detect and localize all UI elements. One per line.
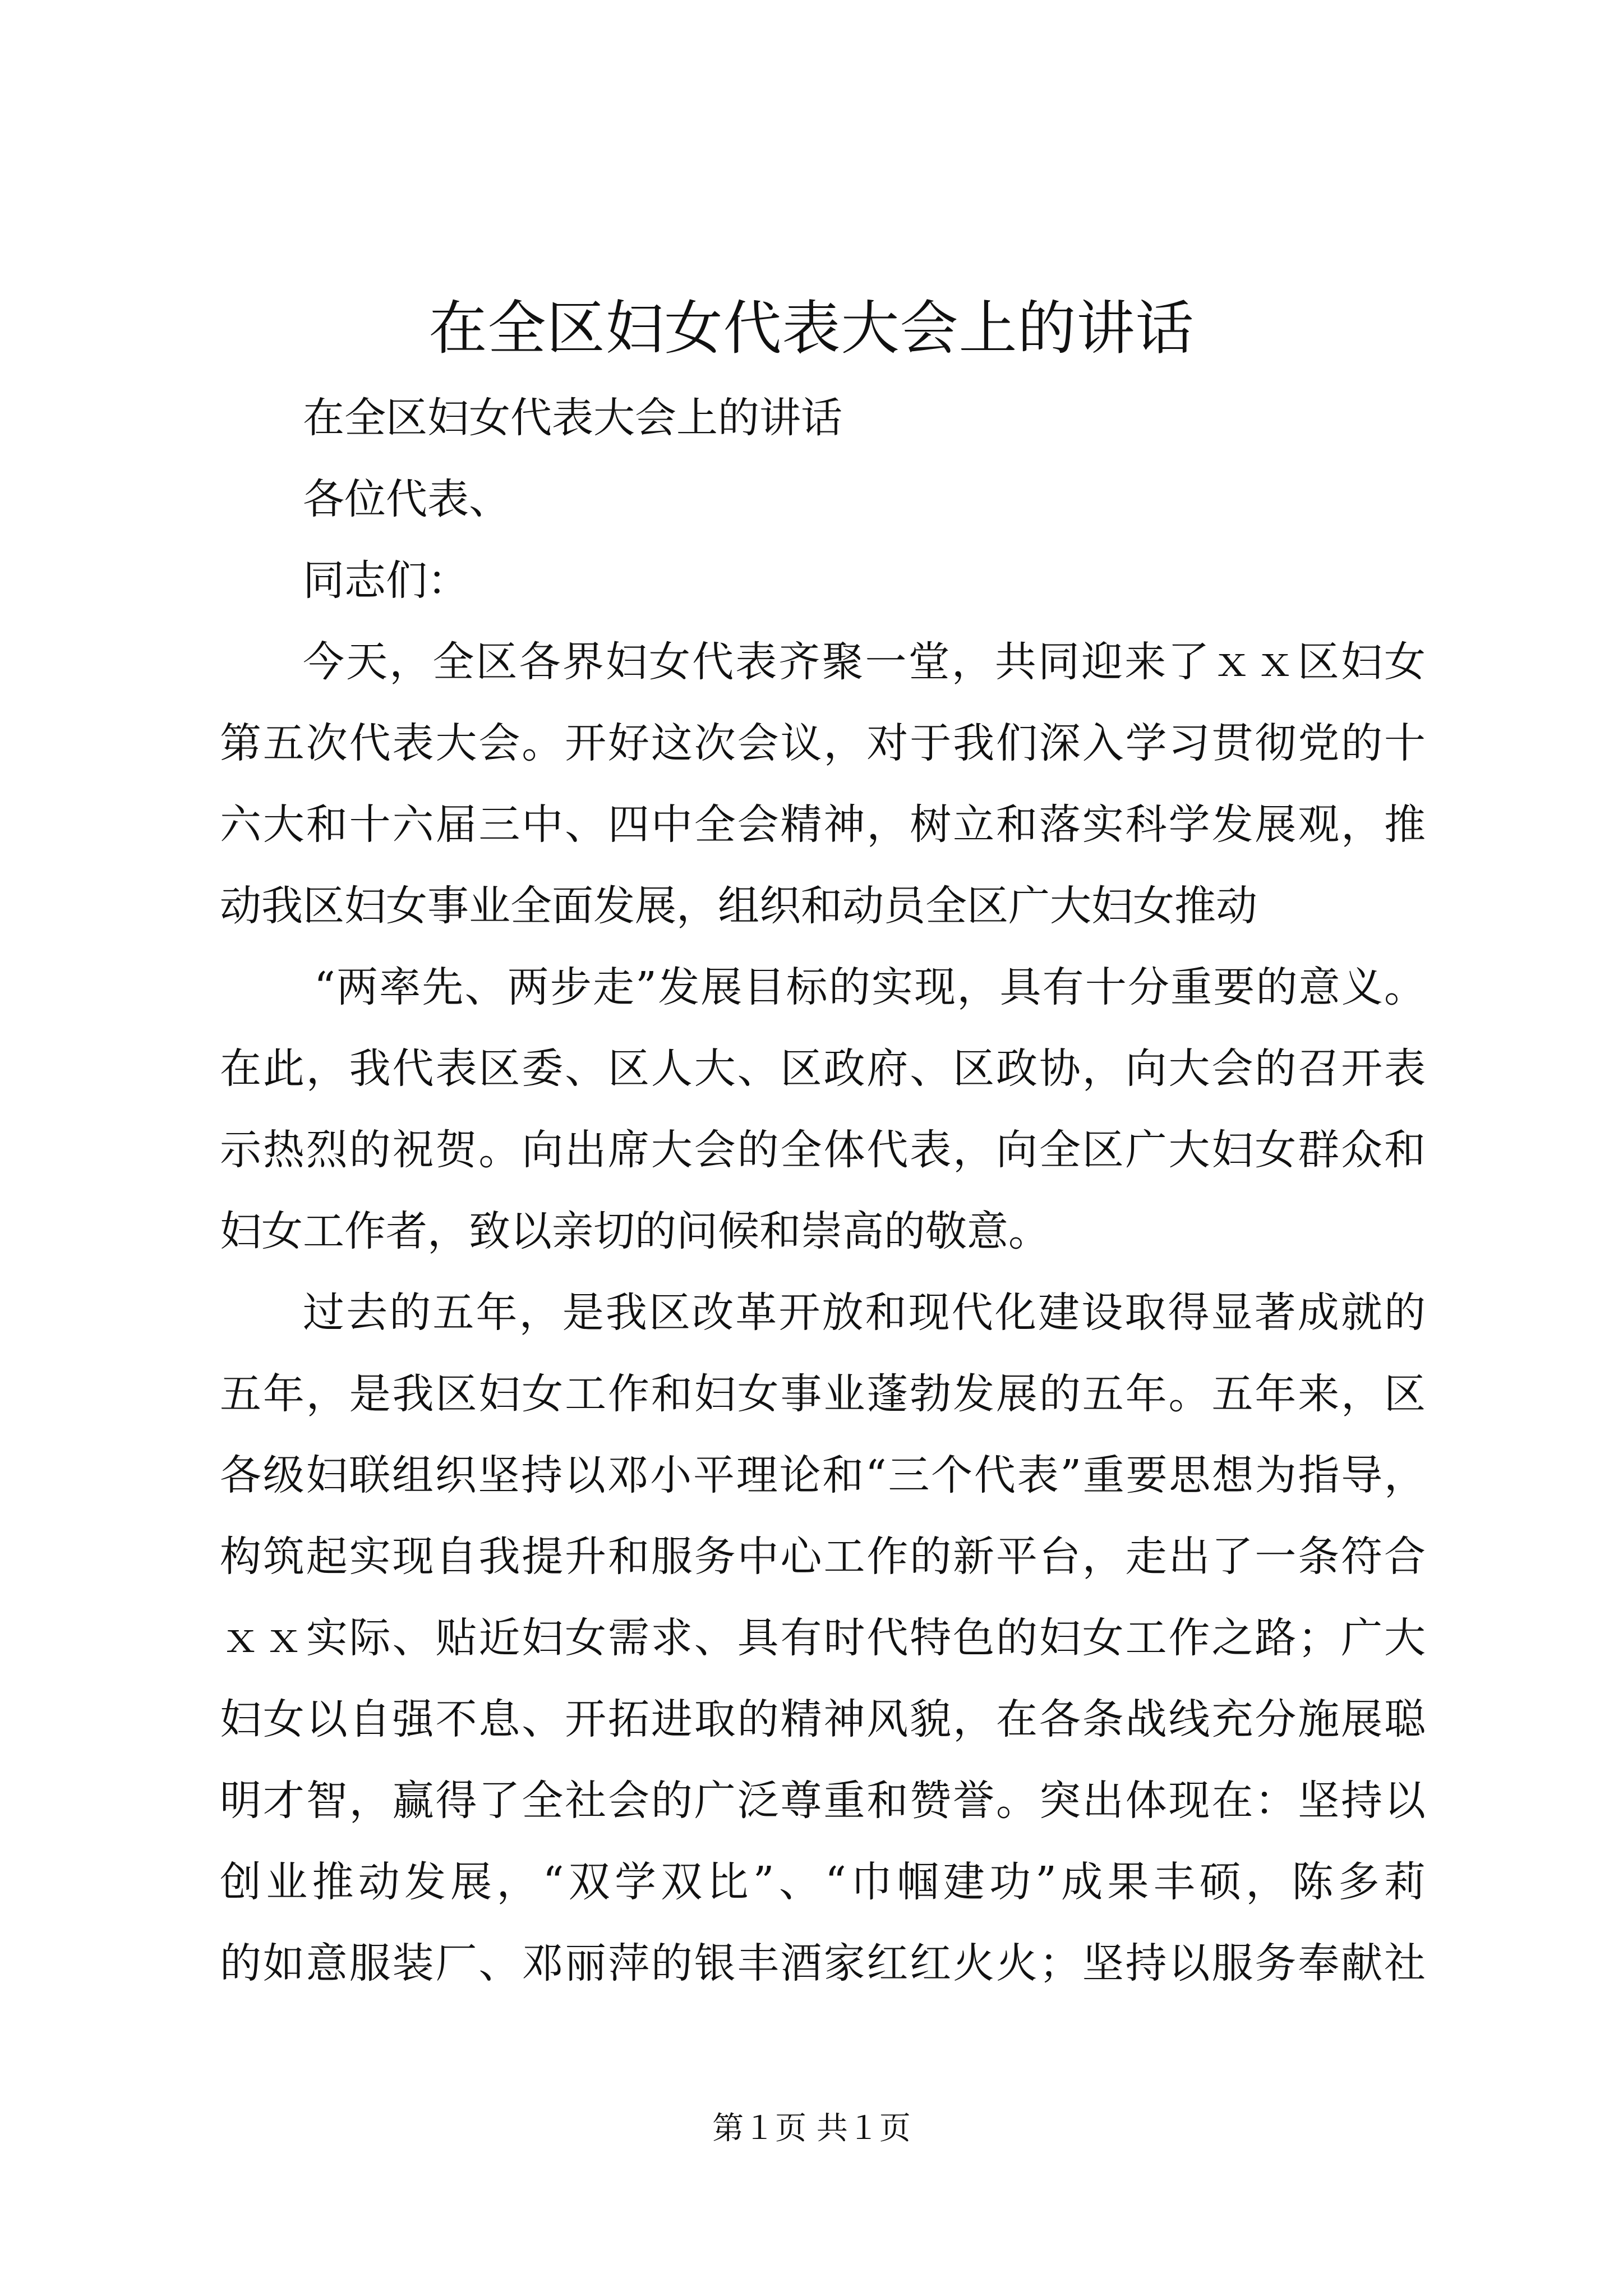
paragraph-line: 示热烈的祝贺。向出席大会的全体代表，向全区广大妇女群众和	[220, 1126, 1426, 1174]
paragraph-line: 各级妇联组织坚持以邓小平理论和“三个代表”重要思想为指导，	[220, 1451, 1426, 1499]
paragraph-line: 今天，全区各界妇女代表齐聚一堂，共同迎来了ｘｘ区妇女	[303, 638, 1426, 686]
salutation-line-1: 各位代表、	[303, 475, 510, 523]
paragraph-line: 构筑起实现自我提升和服务中心工作的新平台，走出了一条符合	[220, 1533, 1426, 1581]
paragraph-line: 动我区妇女事业全面发展，组织和动员全区广大妇女推动	[220, 882, 1257, 930]
paragraph-line: 第五次代表大会。开好这次会议，对于我们深入学习贯彻党的十	[220, 719, 1426, 767]
document-title: 在全区妇女代表大会上的讲话	[428, 294, 1195, 362]
paragraph-line: 创业推动发展，“双学双比”、“巾帼建功”成果丰硕，陈多莉	[220, 1858, 1426, 1906]
paragraph-line: 六大和十六届三中、四中全会精神，树立和落实科学发展观，推	[220, 800, 1426, 849]
paragraph-line: 妇女工作者，致以亲切的问候和崇高的敬意。	[220, 1207, 1050, 1255]
paragraph-line: 的如意服装厂、邓丽萍的银丰酒家红红火火；坚持以服务奉献社	[220, 1939, 1426, 1987]
subtitle-line: 在全区妇女代表大会上的讲话	[303, 394, 842, 442]
paragraph-line: 五年，是我区妇女工作和妇女事业蓬勃发展的五年。五年来，区	[220, 1370, 1426, 1418]
page-footer: 第１页 共１页	[712, 2110, 911, 2147]
paragraph-line: 过去的五年，是我区改革开放和现代化建设取得显著成就的	[303, 1289, 1426, 1337]
paragraph-line: 妇女以自强不息、开拓进取的精神风貌，在各条战线充分施展聪	[220, 1695, 1426, 1743]
salutation-line-2: 同志们：	[303, 556, 469, 605]
paragraph-line: ｘｘ实际、贴近妇女需求、具有时代特色的妇女工作之路；广大	[220, 1614, 1426, 1662]
paragraph-line: “两率先、两步走”发展目标的实现，具有十分重要的意义。	[314, 963, 1426, 1011]
paragraph-line: 明才智，赢得了全社会的广泛尊重和赞誉。突出体现在：坚持以	[220, 1777, 1426, 1825]
paragraph-line: 在此，我代表区委、区人大、区政府、区政协，向大会的召开表	[220, 1045, 1426, 1093]
